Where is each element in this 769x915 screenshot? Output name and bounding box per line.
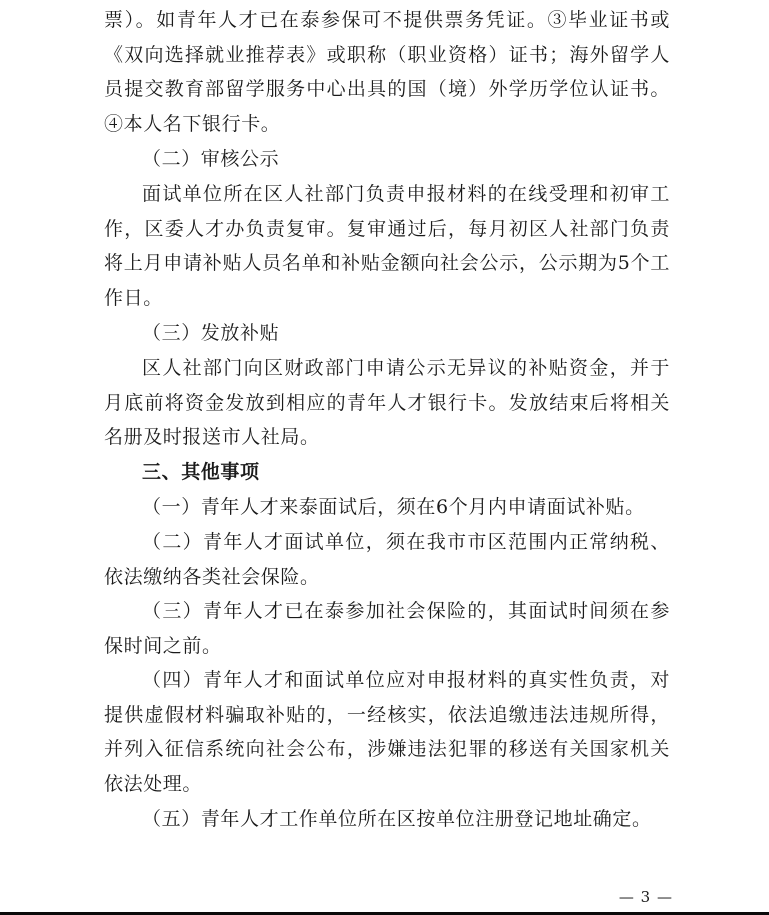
other-matters-item-4: （四）青年人才和面试单位应对申报材料的真实性负责，对提供虚假材料骗取补贴的，一经核实，依法追缴违法违规所得，并列入征信系统向社会公布，涉嫌违法犯罪的移送有关国家机关依法处理。 [104, 669, 670, 796]
page-number: — 3 — [618, 888, 673, 906]
other-matters-item-1: （一）青年人才来泰面试后，须在6个月内申请面试补贴。 [142, 496, 645, 518]
paragraph-materials-continued: 票）。如青年人才已在泰参保可不提供票务凭证。③毕业证书或《双向选择就业推荐表》或职称（职业资格）证书；海外留学人员提交教育部留学服务中心出具的国（境）外学历学位认证书。④本人名下银行卡。 [104, 9, 670, 136]
other-matters-item-3: （三）青年人才已在泰参加社会保险的，其面试时间须在参保时间之前。 [104, 600, 670, 657]
other-matters-item-5: （五）青年人才工作单位所在区按单位注册登记地址确定。 [142, 808, 652, 830]
section-heading-other-matters: 三、其他事项 [142, 461, 260, 483]
other-matters-item-2: （二）青年人才面试单位，须在我市市区范围内正常纳税、依法缴纳各类社会保险。 [104, 531, 670, 588]
paragraph-issue-subsidy: 区人社部门向区财政部门申请公示无异议的补贴资金，并于月底前将资金发放到相应的青年人才银行卡。发放结束后将相关名册及时报送市人社局。 [104, 357, 670, 449]
subheading-issue-subsidy: （三）发放补贴 [142, 322, 280, 344]
paragraph-review-publicity: 面试单位所在区人社部门负责申报材料的在线受理和初审工作，区委人才办负责复审。复审通过后，每月初区人社部门负责将上月申请补贴人员名单和补贴金额向社会公示，公示期为5个工作日。 [104, 183, 670, 310]
subheading-review-publicity: （二）审核公示 [142, 148, 280, 170]
